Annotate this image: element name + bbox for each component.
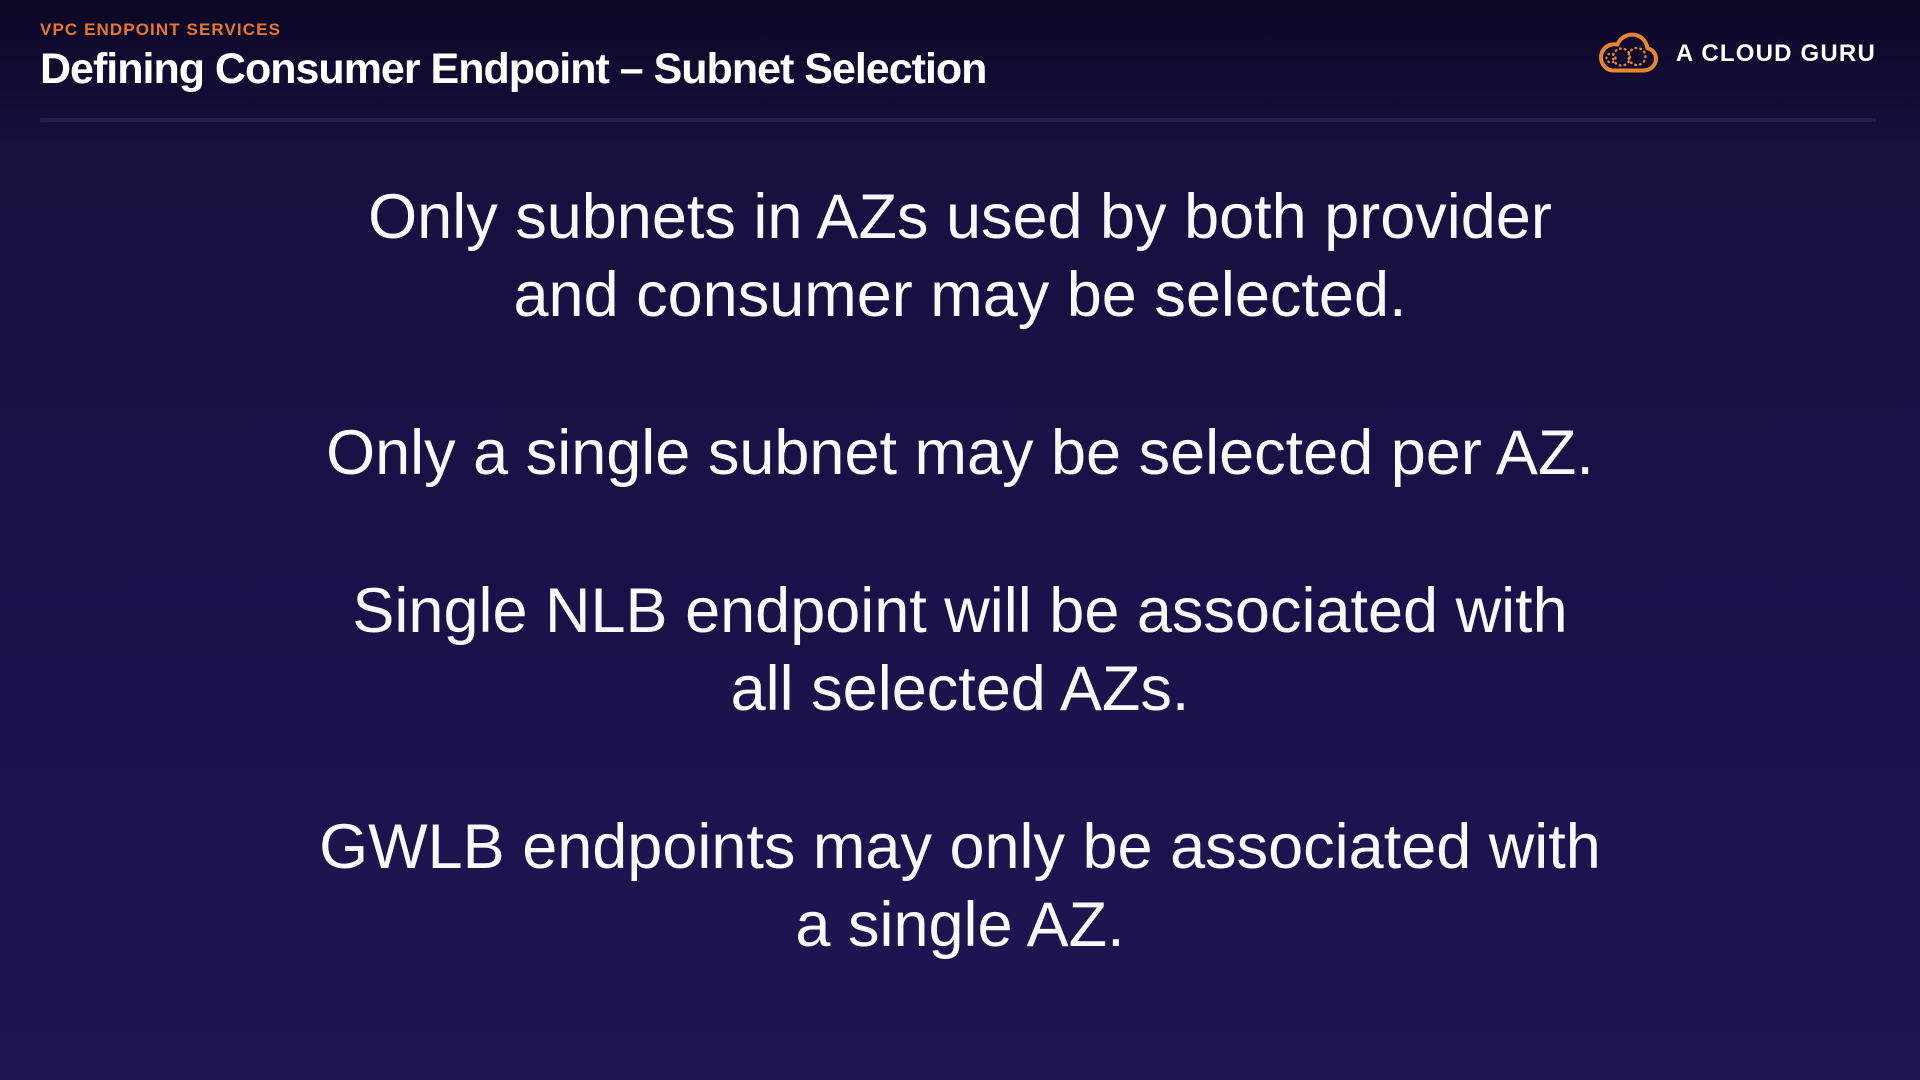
logo-text: A CLOUD GURU [1675, 40, 1876, 67]
header-text-block [40, 0, 986, 94]
slide-header [0, 0, 1920, 118]
paragraph-line: Only subnets in AZs used by both provider [368, 182, 1552, 252]
bullet-paragraph-4 [0, 808, 1920, 964]
bullet-paragraph-1 [0, 178, 1920, 334]
paragraph-line: GWLB endpoints may only be associated with [319, 812, 1601, 882]
paragraph-line: a single AZ. [795, 890, 1125, 960]
cloud-icon [1596, 31, 1662, 77]
paragraph-line: Only a single subnet may be selected per AZ. [326, 418, 1594, 488]
slide-body [0, 120, 1920, 964]
bullet-paragraph-3 [0, 572, 1920, 728]
bullet-paragraph-2 [0, 414, 1920, 492]
page-title: Defining Consumer Endpoint – Subnet Selection [40, 45, 987, 93]
eyebrow-label: VPC ENDPOINT SERVICES [40, 20, 282, 39]
paragraph-line: all selected AZs. [730, 654, 1190, 724]
acg-logo [1596, 31, 1876, 77]
paragraph-line: Single NLB endpoint will be associated with [352, 576, 1568, 646]
paragraph-line: and consumer may be selected. [513, 260, 1407, 330]
